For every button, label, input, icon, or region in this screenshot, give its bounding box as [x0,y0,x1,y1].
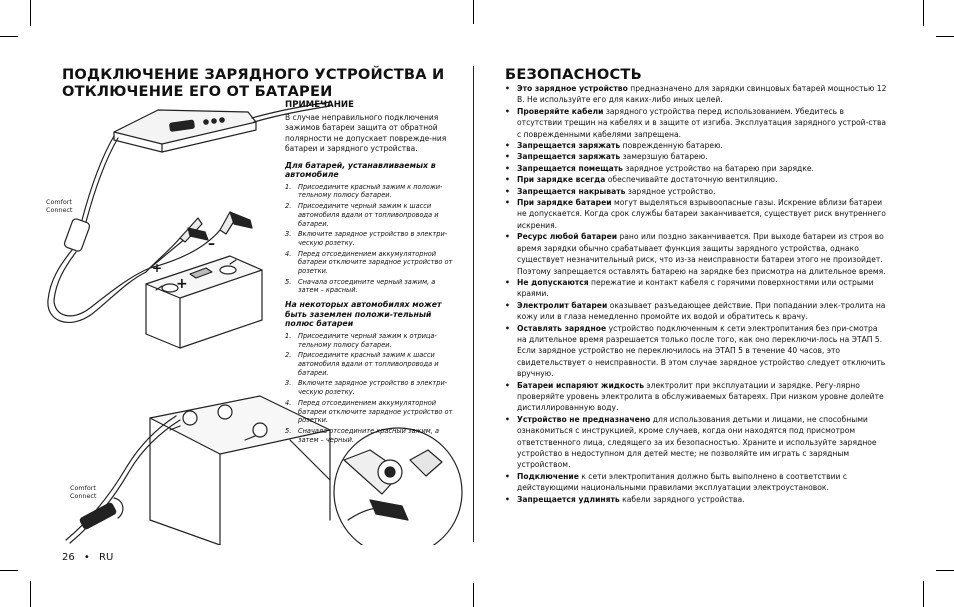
battery-top [146,256,262,348]
safety-item: • Запрещается заряжать замерзшую батарею. [505,152,708,162]
crop-mark [936,36,954,37]
safety-item: • Запрещается помещать зарядное устройство на батарею при зарядке. [505,163,814,173]
crop-mark [30,0,31,26]
list-item: 1. Присоедините красный зажим к положи-тельному полюсу батареи. [285,182,443,200]
section1-title: Для батарей, устанавливаемых в автомобиле [285,160,436,180]
comfort-connect-label-top: Comfort Connect [46,198,73,214]
list-item: 2. Присоедините черный зажим к шасси автомобиля вдали от топливопровода и батареи. [285,202,439,228]
list-item: 4. Перед отсоединением аккумуляторной батареи отключите зарядное устройство от розетки. [285,249,453,276]
crop-mark [0,570,18,571]
crop-mark [473,0,474,24]
safety-item: • Устройство не предназначено для использования детьми и лицами, не способными ознакомиться с инструкцией, кроме случаев, когда они находятся под присмотром ответственного лица, следящего за их безопасностью. Храните и используйте зарядное устройство в недоступном для детей месте; не позволяйте им играть с зарядным устройством. [505,414,877,470]
safety-item: • Батареи испаряют жидкость электролит при эксплуатации и зарядке. Регу-лярно проверяйте уровень электролита в обслуживаемых батареях. При низком уровне долейте дистиллированную воду. [505,380,884,413]
footer-separator: • [83,552,90,563]
list-item: 5. Сначала отсоедините красный зажим, а затем – черный. [285,426,439,444]
language-code: RU [99,552,114,563]
section2-title: На некоторых автомобилях может быть заземлен положи-тельный полюс батареи [285,300,442,329]
safety-item: • Ресурс любой батареи рано или поздно заканчивается. При выходе батареи из строя во время зарядки обычно срабатывает функция защиты зарядного устройства, однако существует незначительный риск, что из-за неисправности батареи этого не произойдет. Поэтому запрещается оставлять батарею на зарядке без присмотра на длительное время. [505,232,886,276]
safety-item: • Оставлять зарядное устройство подключенным к сети электропитания без при-смотра на длительное время разрешается только после того, как оно переключи-лось на ЭТАП 5. Если зарядное устройство не переключилось на ЭТАП 5 в течение 40 часов, это свидетельствует о неисправности. В этом случае зарядное устройство следует отключить вручную. [505,323,886,379]
minus-symbol-1: – [208,236,215,252]
safety-item: • При зарядке батареи могут выделяться взрывоопасные газы. Искрение вблизи батареи не допускается. Когда срок службы батареи заканчивается, существует риск внутреннего искрения. [505,198,886,230]
safety-item: • Запрещается удлинять кабели зарядного устройства. [505,494,745,504]
page-footer [62,552,113,563]
comfort-connect-plug-top [48,218,150,323]
list-item: 3. Включите зарядное устройство в электри-ческую розетку. [285,379,448,397]
safety-item: • Проверяйте кабели зарядного устройства перед использованием. Убедитесь в отсутствии трещин на кабелях и в защите от изгиба. Эксплуатация зарядного устрой-ства с поврежденными кабелями запрещена. [505,106,887,139]
comfort-connect-label-bottom: Comfort Connect [70,484,97,500]
safety-item: • Подключение к сети электропитания должно быть выполнено в соответствии с действующими национальными правилами эксплуатации электроустановок. [505,471,848,493]
safety-item: • Запрещается накрывать зарядное устройство. [505,186,716,196]
list-item: 4. Перед отсоединением аккумуляторной батареи отключите зарядное устройство от розетки. [285,398,453,425]
safety-item: • Электролит батареи оказывает разъедающее действие. При попадании элек-тролита на кожу или в глаза немедленно промойте их водой и обратитесь к врачу. [505,300,886,322]
charger-cable-bottom [66,416,180,543]
crop-mark [936,570,954,571]
list-item: 3. Включите зарядное устройство в электри-ческую розетку. [285,230,448,247]
safety-list [505,83,887,505]
note-text: В случае неправильного подключения зажимов батареи защита от обратной полярности не допускает поврежде-ния батареи и зарядного устройства. [285,112,447,153]
list-item: 1. Присоедините черный зажим к отрица-тельному полюсу батареи. [285,331,437,349]
plus-symbol-2: + [152,261,163,275]
safety-item: • При зарядке всегда обеспечивайте достаточную вентиляцию. [505,175,778,185]
crop-mark [0,36,18,37]
crop-mark [923,581,924,607]
safety-item: • Это зарядное устройство предназначено для зарядки свинцовых батарей мощностью 12 В. Не используйте его для каких-либо иных целей. [505,84,887,105]
note-title: ПРИМЕЧАНИЕ [285,100,354,110]
safety-item: • Не допускаются пережатие и контакт кабеля с горячими поверхностями или острыми краями. [505,277,874,299]
column-divider [473,66,474,542]
list-item: 5. Сначала отсоедините черный зажим, а затем – красный. [285,277,436,295]
section1-steps [285,183,457,295]
note-column [285,100,457,449]
page-number: 26 [62,552,75,563]
plus-symbol-1: + [176,276,188,292]
safety-item: • Запрещается заряжать поврежденную батарею. [505,141,723,151]
crop-mark [923,0,924,26]
crop-mark [473,583,474,607]
safety-heading: БЕЗОПАСНОСТЬ [505,66,642,83]
left-heading: ПОДКЛЮЧЕНИЕ ЗАРЯДНОГО УСТРОЙСТВА И ОТКЛЮЧЕНИЕ ЕГО ОТ БАТАРЕИ [62,66,445,100]
list-item: 2. Присоедините красный зажим к шасси автомобиля вдали от топливопровода и батареи. [285,351,439,377]
section2-steps [285,332,457,444]
crop-mark [30,581,31,607]
